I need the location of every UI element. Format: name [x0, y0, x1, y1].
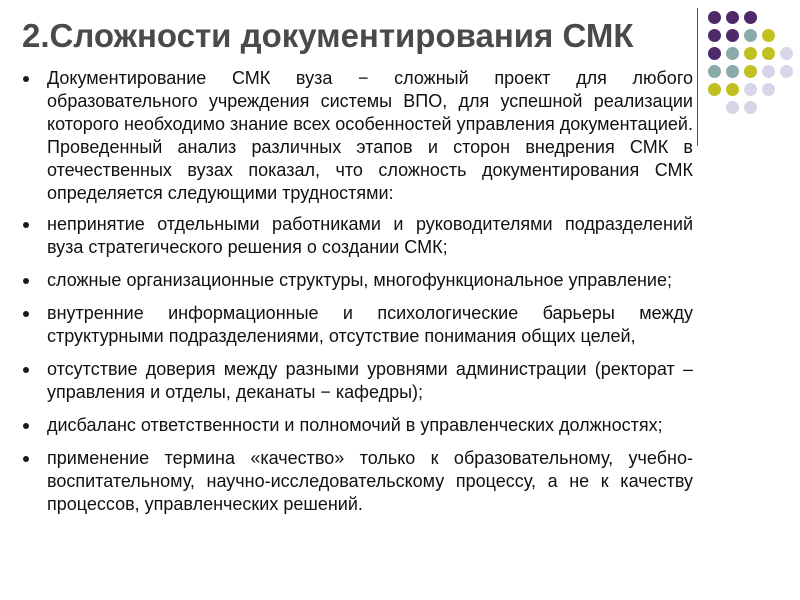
bullet-item — [21, 269, 693, 292]
bullet-icon — [23, 367, 29, 373]
bullet-text: применение термина «качество» только к образовательному, учебно-воспитательному, научно-исследовательскому процессу, а не к качеству процессов, управленческих решений. — [47, 448, 693, 514]
bullet-icon — [23, 76, 29, 82]
bullet-item — [21, 358, 693, 404]
decorative-dot — [726, 83, 739, 96]
decorative-dot — [726, 29, 739, 42]
decorative-dot — [744, 11, 757, 24]
bullet-text: отсутствие доверия между разными уровнями администрации (ректорат – управления и отделы, деканаты − кафедры); — [47, 359, 693, 402]
decorative-dot — [726, 47, 739, 60]
slide-title: 2.Сложности документирования СМК — [22, 17, 634, 54]
bullet-item — [21, 213, 693, 259]
bullet-icon — [23, 278, 29, 284]
bullet-item — [21, 302, 693, 348]
decorative-dot — [708, 83, 721, 96]
decorative-dot — [744, 101, 757, 114]
decorative-dot — [744, 65, 757, 78]
bullet-icon — [23, 311, 29, 317]
bullet-item — [21, 414, 693, 437]
decorative-dot — [762, 47, 775, 60]
decorative-dot — [726, 11, 739, 24]
decorative-dot — [780, 47, 793, 60]
bullet-item — [21, 67, 693, 205]
decorative-dot — [780, 65, 793, 78]
bullet-text: дисбаланс ответственности и полномочий в управленческих должностях; — [47, 415, 663, 435]
decorative-dot — [762, 29, 775, 42]
bullet-icon — [23, 456, 29, 462]
decorative-dot — [726, 101, 739, 114]
bullet-list — [21, 67, 693, 526]
decorative-dot — [744, 83, 757, 96]
decorative-dot — [762, 83, 775, 96]
decorative-dot — [708, 65, 721, 78]
bullet-text: сложные организационные структуры, многофункциональное управление; — [47, 270, 672, 290]
decorative-dot — [726, 65, 739, 78]
decorative-dot — [708, 29, 721, 42]
decorative-dot — [744, 47, 757, 60]
decorative-dot — [762, 65, 775, 78]
bullet-text: внутренние информационные и психологические барьеры между структурными подразделениями, отсутствие понимания общих целей, — [47, 303, 693, 346]
dot-grid-icon — [708, 11, 798, 129]
bullet-text: непринятие отдельными работниками и руководителями подразделений вуза стратегического решения о создании СМК; — [47, 214, 693, 257]
decorative-dot — [708, 11, 721, 24]
title-divider-line — [697, 8, 698, 146]
bullet-icon — [23, 222, 29, 228]
bullet-item — [21, 447, 693, 516]
bullet-icon — [23, 423, 29, 429]
decorative-dot — [744, 29, 757, 42]
bullet-text: Документирование СМК вуза − сложный проект для любого образовательного учреждения системы ВПО, для успешной реализации которого необходимо знание всех особенностей управления документацией. Проведенный анализ различных этапов и сторон внедрения СМК в отечественных вузах показал, что сложность документирования СМК определяется следующими трудностями: — [47, 68, 693, 203]
decorative-dot — [708, 47, 721, 60]
